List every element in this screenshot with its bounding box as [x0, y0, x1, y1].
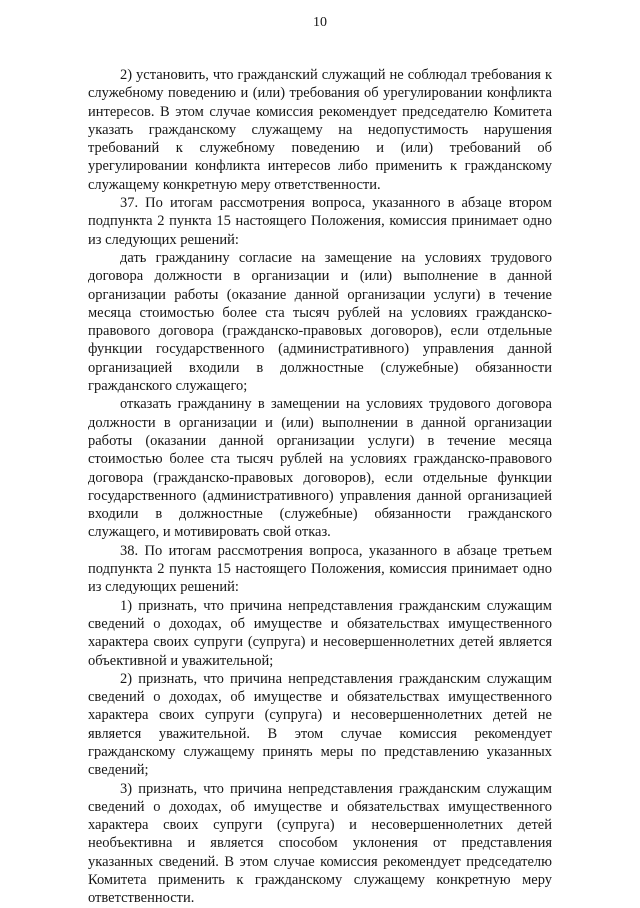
paragraph-38-item-2: 2) признать, что причина непредставления гражданским служащим сведений о доходах, об имуществе и обязательствах имущественного характера своих супруги (супруга) и несовершеннолетних детей не является уважительной. В этом случае комиссия рекомендует гражданскому служащему принять меры по представлению указанных сведений;: [88, 670, 552, 779]
paragraph-37-refusal: отказать гражданину в замещении на условиях трудового договора должности в организации и (или) выполнении в данной организации работы (оказании данной организации услуги) в течение месяца стоимостью более ста тысяч рублей на условиях гражданско-правового договора (гражданско-правовых договоров), если отдельные функции государственного (административного) управления данной организацией входили в должностные (служебные) обязанности гражданского служащего, и мотивировать свой отказ.: [88, 396, 552, 541]
paragraph-38-intro: 38. По итогам рассмотрения вопроса, указанного в абзаце третьем подпункта 2 пункта 15 настоящего Положения, комиссия принимает одно из следующих решений:: [88, 542, 552, 596]
paragraph-38-item-1: 1) признать, что причина непредставления гражданским служащим сведений о доходах, об имуществе и обязательствах имущественного характера своих супруги (супруга) и несовершеннолетних детей является объективной и уважительной;: [88, 597, 552, 669]
paragraph-37-intro: 37. По итогам рассмотрения вопроса, указанного в абзаце втором подпункта 2 пункта 15 настоящего Положения, комиссия принимает одно из следующих решений:: [88, 195, 552, 248]
paragraph-item-2-violation: 2) установить, что гражданский служащий не соблюдал требования к служебному поведению и (или) требования об урегулировании конфликта интересов. В этом случае комиссия рекомендует председателю Комитета указать гражданскому служащему на недопустимость нарушения требований к служебному поведению и (или) требований об урегулировании конфликта интересов либо применить к гражданскому служащему конкретную меру ответственности.: [88, 67, 552, 193]
document-body: [88, 66, 552, 908]
paragraph-38-item-3: 3) признать, что причина непредставления гражданским служащим сведений о доходах, об имуществе и обязательствах имущественного характера своих супруги (супруга) и несовершеннолетних детей необъективна и является способом уклонения от представления указанных сведений. В этом случае комиссия рекомендует председателю Комитета применить к гражданскому служащему конкретную меру ответственности.: [88, 780, 552, 907]
paragraph-37-consent: дать гражданину согласие на замещение на условиях трудового договора должности в организации и (или) выполнение в данной организации работы (оказание данной организации услуги) в течение месяца стоимостью более ста тысяч рублей на условиях гражданско-правового договора (гражданско-правовых договоров), если отдельные функции государственного (административного) управления данной организацией входили в должностные (служебные) обязанности гражданского служащего;: [88, 249, 552, 395]
page-number: 10: [313, 15, 327, 30]
